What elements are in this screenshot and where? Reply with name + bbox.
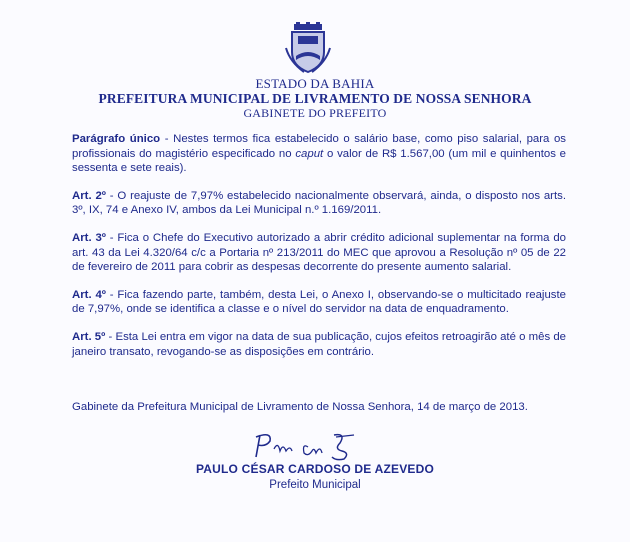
article-5 [72,330,566,359]
law-body [72,132,566,372]
letterhead [0,76,630,121]
paragraph-text: o valor de R$ 1.567,00 (um mil e quinhentos e sessenta e sete reais). [72,147,566,175]
office-name: GABINETE DO PREFEITO [243,106,387,120]
article-2 [72,189,566,218]
article-text: - Fica o Chefe do Executivo autorizado a abrir crédito adicional suplementar na forma do art. 43 da Lei 4.320/64 c/c a Portaria nº 213/2011 do MEC que aprovou a Resolução nº 05 de 22 de fevereiro de 2011 para cobrir as despesas decorrente do presente aumento salarial. [72,231,566,274]
article-lead: Art. 2º [72,189,106,202]
closing-line: Gabinete da Prefeitura Municipal de Livramento de Nossa Senhora, 14 de março de 2013. [72,401,528,413]
signature-icon [250,429,370,461]
signatory-role: Prefeito Municipal [269,479,361,491]
paragraph-text: - Nestes termos fica estabelecido o salário base, como piso salarial, para os profissionais do magistério especificado no [72,133,567,160]
municipality-name: PREFEITURA MUNICIPAL DE LIVRAMENTO DE NOSSA SENHORA [98,91,532,106]
article-lead: Art. 3º [72,231,106,244]
article-lead: Art. 5º [72,330,106,343]
signatory-name: PAULO CÉSAR CARDOSO DE AZEVEDO [195,462,435,476]
article-text: - O reajuste de 7,97% estabelecido nacionalmente observará, ainda, o disposto nos arts. 3º, IX, 74 e Anexo IV, ambos da Lei Municipal n.º 1.169/2011. [72,189,566,217]
article-text: - Esta Lei entra em vigor na data de sua publicação, cujos efeitos retroagirão até o mês de janeiro transato, revogando-se as disposições em contrário. [72,330,567,358]
paragraph-unico [72,132,566,176]
paragraph-lead: Parágrafo único [72,133,161,145]
article-lead: Art. 4º [72,288,106,301]
article-4 [72,288,566,317]
article-3 [72,231,566,275]
coat-of-arms-icon [284,22,332,74]
article-text: - Fica fazendo parte, também, desta Lei, o Anexo I, observando-se o multicitado reajuste de 7,97%, onde se identifica a classe e o nível do servidor na data de enquadramento. [72,288,566,316]
paragraph-italic: caput [295,147,324,160]
state-name: ESTADO DA BAHIA [255,76,375,91]
